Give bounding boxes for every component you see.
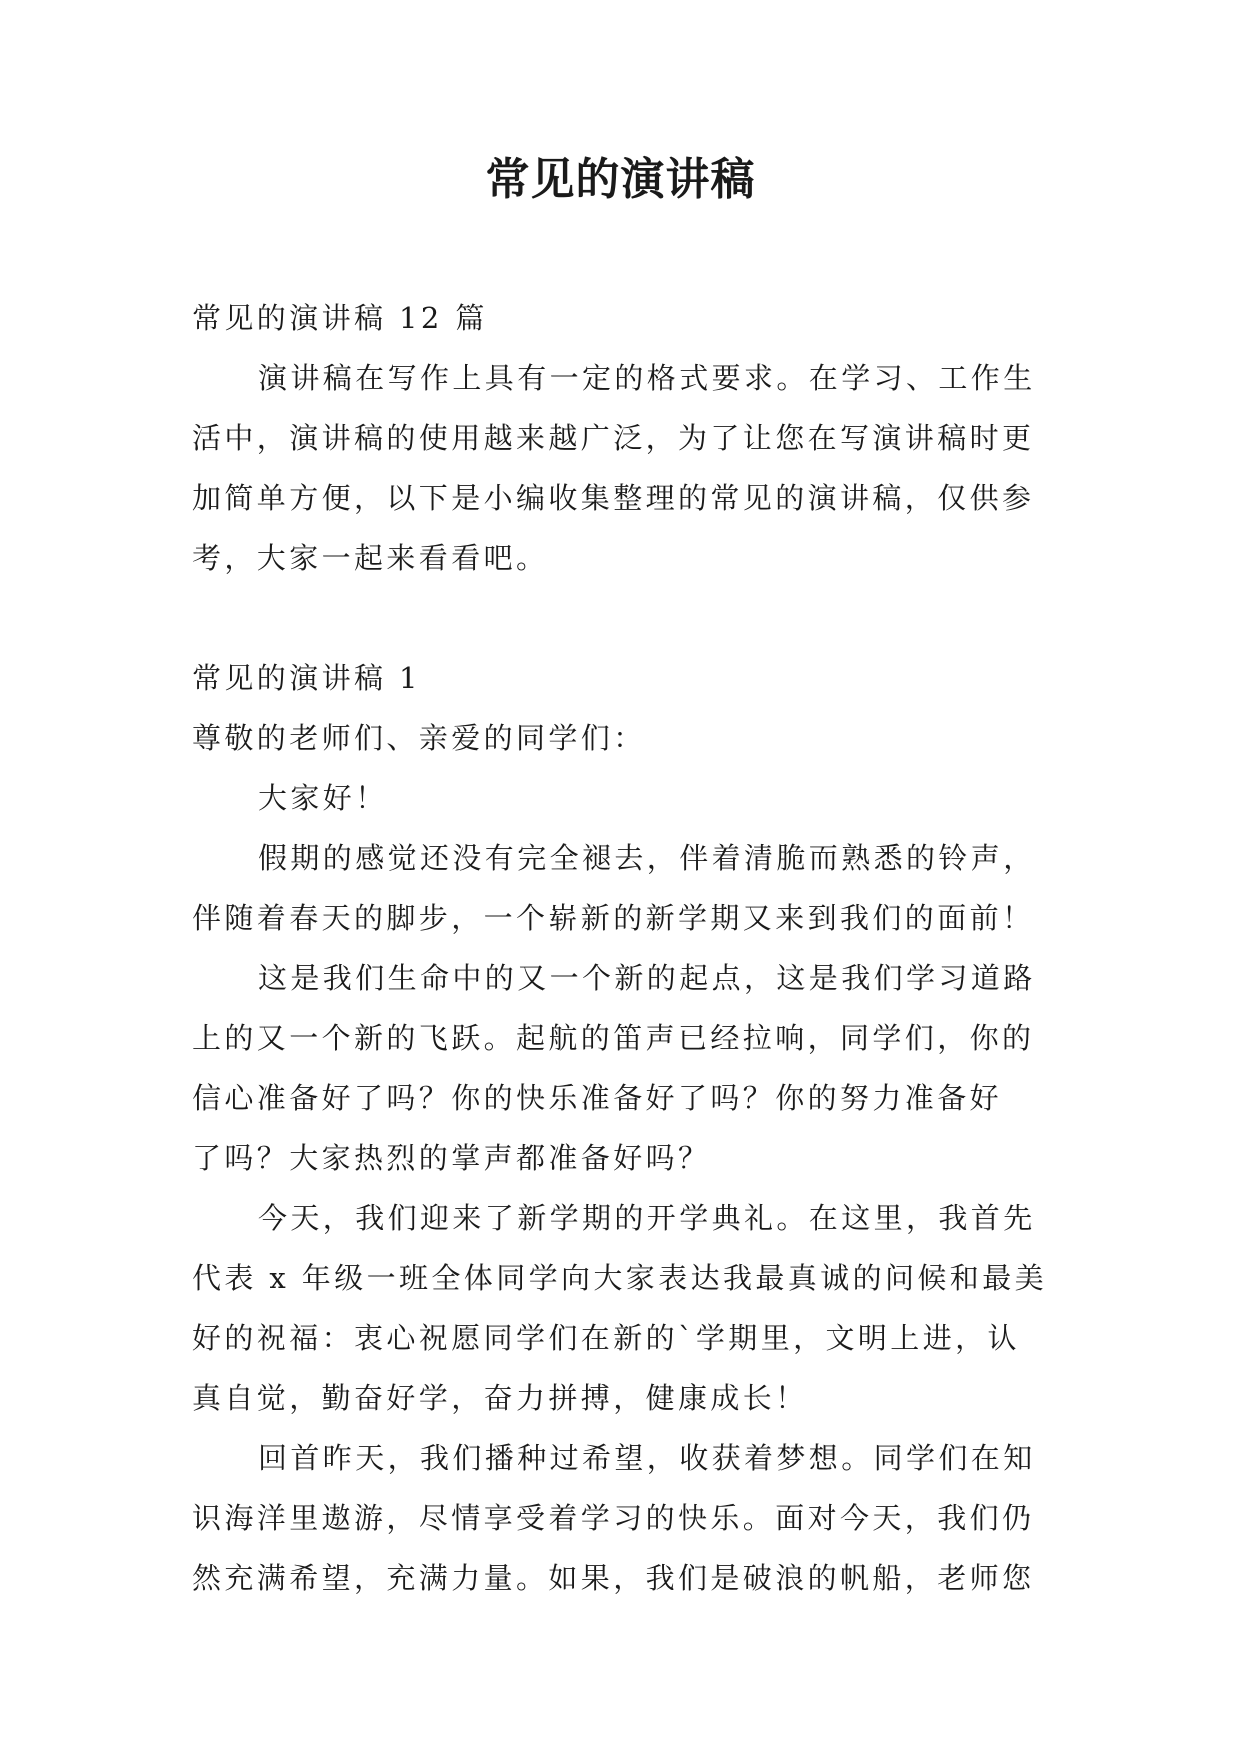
paragraph-gap (192, 588, 1054, 648)
paragraph-line: 代表 x 年级一班全体同学向大家表达我最真诚的问候和最美 (192, 1261, 1047, 1295)
paragraph-line: 真自觉，勤奋好学，奋力拼搏，健康成长！ (192, 1381, 808, 1415)
body-paragraph (192, 828, 1054, 948)
paragraph-line: 了吗？大家热烈的掌声都准备好吗？ (192, 1141, 711, 1175)
paragraph-line: 伴随着春天的脚步，一个崭新的新学期又来到我们的面前！ (192, 901, 1035, 935)
paragraph-line: 信心准备好了吗？你的快乐准备好了吗？你的努力准备好 (192, 1081, 1003, 1115)
paragraph-line: 假期的感觉还没有完全褪去，伴着清脆而熟悉的铃声， (258, 841, 1036, 875)
greeting: 大家好！ (258, 781, 388, 815)
body-paragraph (192, 1188, 1054, 1428)
intro-line: 演讲稿在写作上具有一定的格式要求。在学习、工作生 (258, 361, 1036, 395)
intro-paragraph (192, 348, 1054, 588)
paragraph-line: 然充满希望，充满力量。如果，我们是破浪的帆船，老师您 (192, 1561, 1035, 1595)
document-body (192, 288, 1054, 1608)
body-paragraph (192, 948, 1054, 1188)
document-subtitle: 常见的演讲稿 12 篇 (192, 301, 488, 335)
paragraph-line: 这是我们生命中的又一个新的起点，这是我们学习道路 (258, 961, 1036, 995)
intro-line: 加简单方便，以下是小编收集整理的常见的演讲稿，仅供参 (192, 481, 1035, 515)
section-heading: 常见的演讲稿 1 (192, 661, 421, 695)
intro-line: 考，大家一起来看看吧。 (192, 541, 549, 575)
paragraph-line: 好的祝福：衷心祝愿同学们在新的`学期里，文明上进，认 (192, 1321, 1020, 1355)
paragraph-line: 今天，我们迎来了新学期的开学典礼。在这里，我首先 (258, 1201, 1036, 1235)
paragraph-line: 回首昨天，我们播种过希望，收获着梦想。同学们在知 (258, 1441, 1036, 1475)
paragraph-line: 上的又一个新的飞跃。起航的笛声已经拉响，同学们，你的 (192, 1021, 1035, 1055)
body-paragraph (192, 1428, 1054, 1608)
intro-line: 活中，演讲稿的使用越来越广泛，为了让您在写演讲稿时更 (192, 421, 1035, 455)
document-title: 常见的演讲稿 (485, 154, 756, 205)
paragraph-line: 识海洋里遨游，尽情享受着学习的快乐。面对今天，我们仍 (192, 1501, 1035, 1535)
salutation: 尊敬的老师们、亲爱的同学们： (192, 721, 646, 755)
